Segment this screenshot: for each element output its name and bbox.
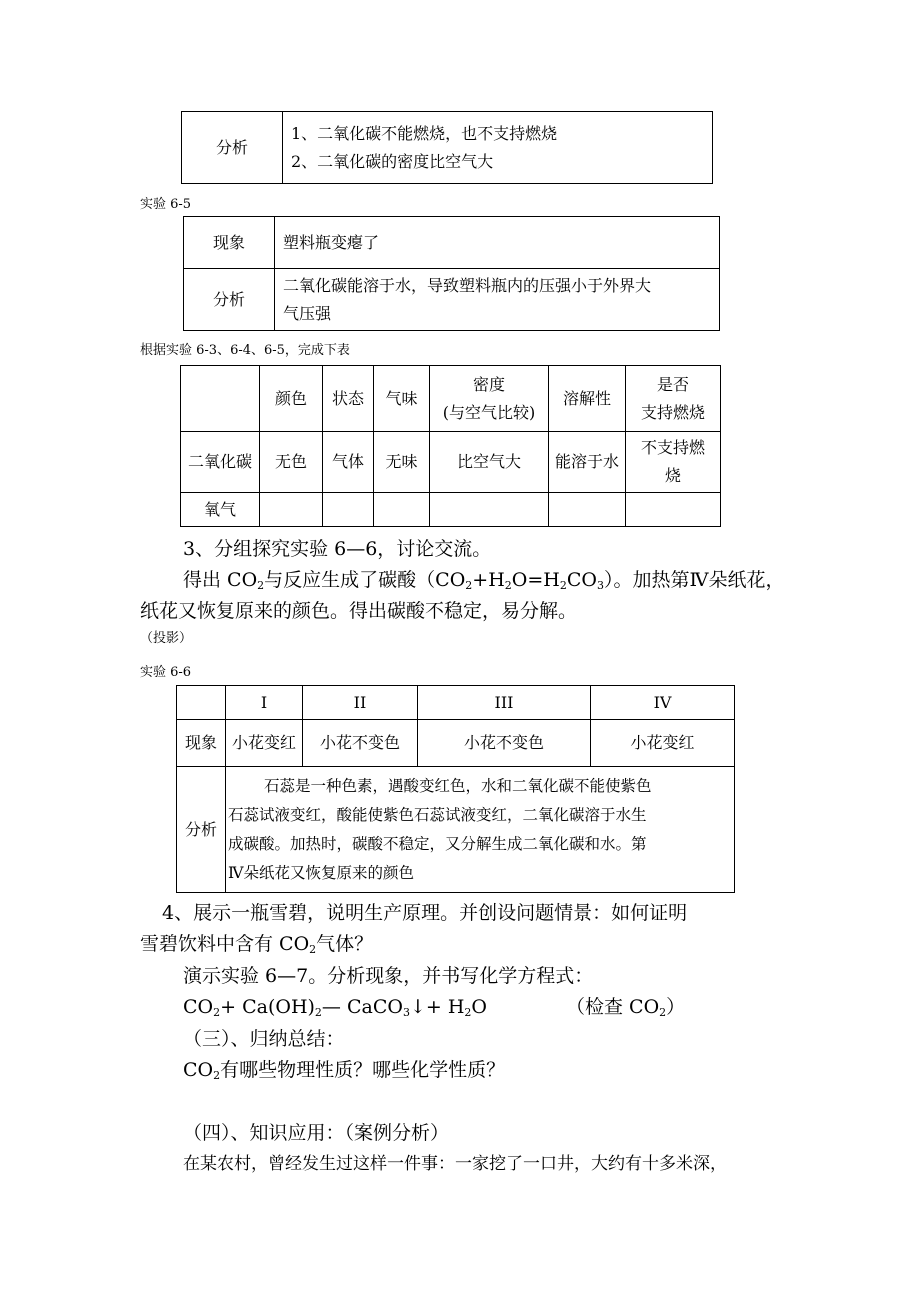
- o2-label: 氧气: [181, 493, 260, 527]
- co2-combustion-line1: 不支持燃: [640, 438, 705, 457]
- equation: $CO_2+$ $Ca(OH)_2—$ CaCO$_3$↓+ $H_2O$: [183, 996, 487, 1019]
- summary-caption: 根据实验 6-3、6-4、6-5，完成下表: [140, 343, 350, 358]
- exp66-header-blank: [177, 686, 226, 720]
- exp66-caption: 实验 6-6: [140, 665, 192, 680]
- co2-solubility: 能溶于水: [549, 432, 626, 493]
- header-combustion-line2: 支持燃烧: [640, 402, 705, 422]
- analysis-table-1: [181, 111, 713, 184]
- header-combustion-line1: 是否: [656, 374, 689, 394]
- o2-state: [323, 493, 374, 527]
- exp66-col-4: IV: [591, 686, 735, 720]
- exp66-phenomenon-3: 小花不变色: [418, 720, 591, 767]
- co2-smell: 无味: [374, 432, 430, 493]
- decompose-line: 纸花又恢复原来的颜色。得出碳酸不稳定，易分解。: [140, 600, 578, 622]
- exp66-phenomenon-4: 小花变红: [591, 720, 735, 767]
- header-density: [430, 366, 549, 432]
- property-table: [180, 365, 721, 527]
- header-smell: 气味: [374, 366, 430, 432]
- o2-solubility: [549, 493, 626, 527]
- step-4-line-1: 4、展示一瓶雪碧，说明生产原理。并创设问题情景：如何证明: [162, 902, 688, 924]
- exp65-caption: 实验 6-5: [140, 197, 192, 212]
- exp65-analysis-label: 分析: [184, 269, 275, 331]
- exp65-table: [183, 216, 720, 331]
- exp65-phenomenon-text: 塑料瓶变瘪了: [275, 217, 720, 269]
- header-color: 颜色: [260, 366, 323, 432]
- o2-color: [260, 493, 323, 527]
- exp65-analysis-line-1: 二氧化碳能溶于水，导致塑料瓶内的压强小于外界大: [283, 275, 652, 295]
- exp66-col-3: III: [418, 686, 591, 720]
- exp65-analysis-line-2: 气压强: [283, 303, 332, 323]
- analysis-content: [283, 112, 713, 184]
- co2-color: 无色: [260, 432, 323, 493]
- co2-combustion-line2: 烧: [664, 466, 681, 485]
- property-header-blank: [181, 366, 260, 432]
- analysis-line-2: 2、二氧化碳的密度比空气大: [291, 151, 494, 171]
- exp66-phenomenon-label: 现象: [177, 720, 226, 767]
- header-density-line2: (与空气比较): [442, 402, 536, 422]
- co2-combustion: [626, 432, 721, 493]
- co2-label: 二氧化碳: [181, 432, 260, 493]
- check-co2: （检查 $CO_2$）: [566, 996, 686, 1019]
- carbonic-acid-line: 得出 $CO_2$与反应生成了碳酸$(CO_2+H_2O=H_2CO_3)$。加热第Ⅳ朵纸花，: [183, 569, 785, 592]
- exp66-analysis-line-4: Ⅳ朵纸花又恢复原来的颜色: [228, 863, 414, 882]
- exp66-analysis-label: 分析: [177, 767, 226, 893]
- exp66-col-2: II: [303, 686, 418, 720]
- o2-combustion: [626, 493, 721, 527]
- case-text: 在某农村，曾经发生过这样一件事：一家挖了一口井，大约有十多米深，: [183, 1154, 727, 1174]
- exp65-phenomenon-label: 现象: [184, 217, 275, 269]
- exp66-analysis-text: [226, 767, 735, 893]
- co2-density: 比空气大: [430, 432, 549, 493]
- analysis-label: 分析: [182, 112, 283, 184]
- header-combustion: [626, 366, 721, 432]
- header-state: 状态: [323, 366, 374, 432]
- projection-label: （投影）: [140, 631, 193, 646]
- co2-state: 气体: [323, 432, 374, 493]
- exp66-analysis-line-3: 成碳酸。加热时，碳酸不稳定，又分解生成二氧化碳和水。第: [228, 834, 647, 853]
- analysis-line-1: 1、二氧化碳不能燃烧，也不支持燃烧: [291, 123, 558, 143]
- exp66-analysis-line-2: 石蕊试液变红，酸能使紫色石蕊试液变红，二氧化碳溶于水生: [228, 805, 647, 824]
- exp66-phenomenon-1: 小花变红: [226, 720, 303, 767]
- header-density-line1: 密度: [472, 374, 505, 394]
- demo-line: 演示实验 6—7。分析现象，并书写化学方程式：: [183, 965, 594, 987]
- exp65-analysis-text: [275, 269, 720, 331]
- section-3-heading: （三）、归纳总结：: [183, 1028, 345, 1050]
- exp66-table: [176, 685, 735, 893]
- o2-smell: [374, 493, 430, 527]
- exp66-phenomenon-2: 小花不变色: [303, 720, 418, 767]
- header-solubility: 溶解性: [549, 366, 626, 432]
- step-3: 3、分组探究实验 6—6，讨论交流。: [183, 538, 492, 560]
- exp66-analysis-line-1: 石蕊是一种色素，遇酸变红色，水和二氧化碳不能使紫色: [264, 776, 652, 795]
- exp66-col-1: I: [226, 686, 303, 720]
- step-4-line-2: 雪碧饮料中含有 $CO_2$气体？: [140, 933, 374, 956]
- o2-density: [430, 493, 549, 527]
- section-4-heading: （四）、知识应用：（案例分析）: [183, 1122, 450, 1144]
- co2-question: $CO_2$有哪些物理性质？哪些化学性质？: [183, 1059, 506, 1082]
